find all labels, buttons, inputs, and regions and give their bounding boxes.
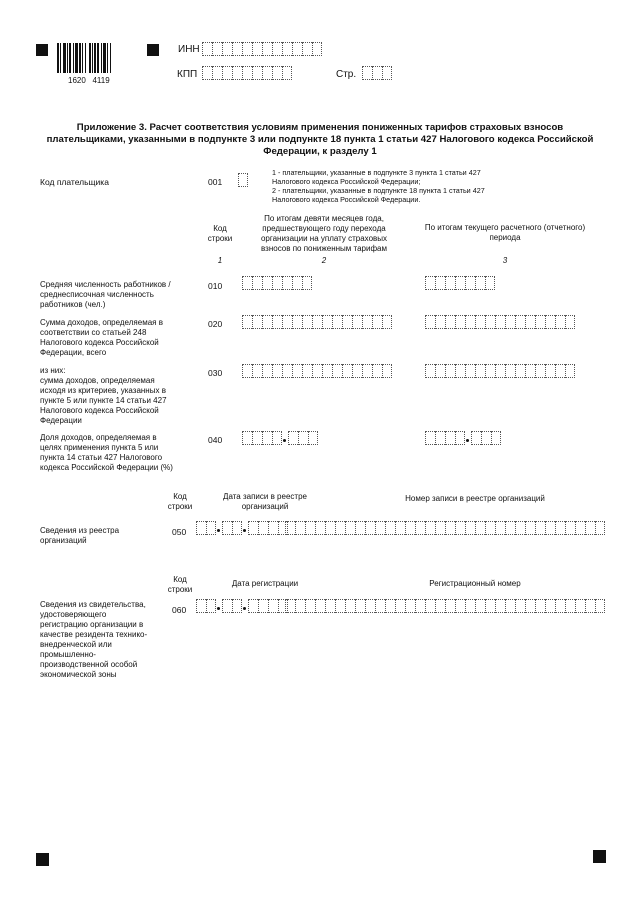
barcode-number: 1620 4119	[68, 76, 110, 85]
row-020-prev-field-cell[interactable]	[292, 315, 302, 329]
row-040-prev-field-cell[interactable]	[298, 431, 308, 445]
inn-field-cell[interactable]	[302, 42, 312, 56]
certificate-number-field-cell[interactable]	[565, 599, 575, 613]
certificate-number-field-cell[interactable]	[595, 599, 605, 613]
column-number-2: 2	[321, 256, 327, 265]
row-030-current-field-cell[interactable]	[505, 364, 515, 378]
row-030-prev-field-cell[interactable]	[332, 364, 342, 378]
certificate-number-field-cell[interactable]	[415, 599, 425, 613]
row-030-current-field-cell[interactable]	[525, 364, 535, 378]
row-020-current-field-cell[interactable]	[475, 315, 485, 329]
certificate-date-header: Дата регистрации	[231, 579, 299, 588]
row-030-prev-field-cell[interactable]	[312, 364, 322, 378]
certificate-number-field-cell[interactable]	[425, 599, 435, 613]
registry-number-field[interactable]	[285, 521, 605, 535]
row-030-prev-field-cell[interactable]	[382, 364, 392, 378]
row-030-prev-field-cell[interactable]	[322, 364, 332, 378]
barcode-bar	[67, 43, 68, 73]
column-header-line-code: Код строки	[207, 224, 233, 243]
inn-field-cell[interactable]	[212, 42, 222, 56]
row-020-prev-field[interactable]	[242, 315, 392, 329]
row-020-prev-field-cell[interactable]	[332, 315, 342, 329]
barcode-bar	[101, 43, 102, 73]
row-code-040: 040	[208, 435, 223, 445]
inn-field-cell[interactable]	[252, 42, 262, 56]
row-030-current-field-cell[interactable]	[455, 364, 465, 378]
row-030-current-field-cell[interactable]	[545, 364, 555, 378]
row-030-prev-field-cell[interactable]	[292, 364, 302, 378]
page-number-field-cell[interactable]	[362, 66, 372, 80]
kpp-field-cell[interactable]	[242, 66, 252, 80]
row-020-current-field-cell[interactable]	[425, 315, 435, 329]
certificate-date-field-cell[interactable]	[268, 599, 278, 613]
row-020-prev-field-cell[interactable]	[372, 315, 382, 329]
kpp-field-cell[interactable]	[202, 66, 212, 80]
inn-field-cell[interactable]	[202, 42, 212, 56]
row-030-current-field-cell[interactable]	[535, 364, 545, 378]
registry-number-field-cell[interactable]	[425, 521, 435, 535]
registry-number-field-cell[interactable]	[405, 521, 415, 535]
row-020-prev-field-cell[interactable]	[322, 315, 332, 329]
registry-number-field-cell[interactable]	[495, 521, 505, 535]
certificate-date-field[interactable]	[196, 599, 288, 613]
row-010-prev-field-cell[interactable]	[242, 276, 252, 290]
registration-marker-bottom-left	[36, 853, 49, 866]
certificate-number-field-cell[interactable]	[395, 599, 405, 613]
registry-number-field-cell[interactable]	[465, 521, 475, 535]
row-code-030: 030	[208, 368, 223, 378]
registry-number-field-cell[interactable]	[515, 521, 525, 535]
registry-date-header: Дата записи в реестре организаций	[223, 492, 307, 511]
certificate-number-field-cell[interactable]	[555, 599, 565, 613]
row-010-current-field-cell[interactable]	[485, 276, 495, 290]
row-030-prev-field-cell[interactable]	[262, 364, 272, 378]
registry-number-field-cell[interactable]	[485, 521, 495, 535]
separator-dot	[282, 431, 288, 445]
row-020-current-field-cell[interactable]	[495, 315, 505, 329]
certificate-number-field-cell[interactable]	[345, 599, 355, 613]
row-020-current-field-cell[interactable]	[445, 315, 455, 329]
barcode-bar	[79, 43, 81, 73]
row-label-030: из них: сумма доходов, определяемая исходя из критериев, указанных в пункте 5 или пункте 14 статьи 427 Налогового кодекса Российской Федерации	[40, 366, 167, 425]
row-020-current-field-cell[interactable]	[535, 315, 545, 329]
kpp-field-cell[interactable]	[272, 66, 282, 80]
row-040-prev-field-cell[interactable]	[308, 431, 318, 445]
barcode-bar	[60, 43, 61, 73]
certificate-number-field-cell[interactable]	[575, 599, 585, 613]
row-030-prev-field-cell[interactable]	[362, 364, 372, 378]
row-030-current-field-cell[interactable]	[565, 364, 575, 378]
registry-date-field-cell[interactable]	[268, 521, 278, 535]
certificate-number-field-cell[interactable]	[495, 599, 505, 613]
kpp-field-cell[interactable]	[212, 66, 222, 80]
barcode-bar	[69, 43, 71, 73]
row-020-current-field-cell[interactable]	[555, 315, 565, 329]
row-020-prev-field-cell[interactable]	[352, 315, 362, 329]
row-020-current-field[interactable]	[425, 315, 575, 329]
registration-marker-top-left	[36, 44, 48, 56]
row-030-current-field[interactable]	[425, 364, 575, 378]
certificate-number-field-cell[interactable]	[315, 599, 325, 613]
column-header-prev-period: По итогам девяти месяцев года, предшествующего году перехода организации на уплату страховых взносов по пониженным тарифам	[260, 214, 388, 253]
row-040-current-field[interactable]	[425, 431, 501, 445]
registry-date-field-cell[interactable]	[232, 521, 242, 535]
row-020-prev-field-cell[interactable]	[282, 315, 292, 329]
row-010-prev-field[interactable]	[242, 276, 312, 290]
row-040-current-field-cell[interactable]	[491, 431, 501, 445]
barcode-bar	[73, 43, 74, 73]
inn-field-cell[interactable]	[292, 42, 302, 56]
row-030-current-field-cell[interactable]	[485, 364, 495, 378]
kpp-field-cell[interactable]	[222, 66, 232, 80]
registry-number-header: Номер записи в реестре организаций	[405, 494, 545, 503]
row-040-current-field-cell[interactable]	[471, 431, 481, 445]
page-number-field-cell[interactable]	[372, 66, 382, 80]
payer-line-code: 001	[208, 177, 223, 187]
inn-label: ИНН	[178, 44, 200, 55]
column-number-1: 1	[217, 256, 223, 265]
row-030-prev-field-cell[interactable]	[242, 364, 252, 378]
column-number-3: 3	[502, 256, 508, 265]
row-040-prev-field-cell[interactable]	[252, 431, 262, 445]
row-label-020: Сумма доходов, определяемая в соответствии со статьей 248 Налогового кодекса Российской Федерации, всего	[40, 318, 163, 357]
row-040-prev-field-cell[interactable]	[262, 431, 272, 445]
row-020-prev-field-cell[interactable]	[312, 315, 322, 329]
registry-number-field-cell[interactable]	[455, 521, 465, 535]
barcode-bar	[57, 43, 59, 73]
certificate-date-field-cell[interactable]	[196, 599, 206, 613]
kpp-field-cell[interactable]	[282, 66, 292, 80]
row-code-020: 020	[208, 319, 223, 329]
certificate-date-field-cell[interactable]	[258, 599, 268, 613]
barcode-bar	[75, 43, 78, 73]
row-020-prev-field-cell[interactable]	[362, 315, 372, 329]
registry-number-field-cell[interactable]	[285, 521, 295, 535]
certificate-date-field-cell[interactable]	[222, 599, 232, 613]
certificate-number-header: Регистрационный номер	[429, 579, 521, 588]
registry-number-field-cell[interactable]	[555, 521, 565, 535]
registry-number-field-cell[interactable]	[595, 521, 605, 535]
certificate-number-field-cell[interactable]	[515, 599, 525, 613]
registry-number-field-cell[interactable]	[365, 521, 375, 535]
registry-number-field-cell[interactable]	[355, 521, 365, 535]
row-030-current-field-cell[interactable]	[475, 364, 485, 378]
certificate-number-field-cell[interactable]	[305, 599, 315, 613]
page-title: Приложение 3. Расчет соответствия условиям применения пониженных тарифов страховых взносов плательщиками, указанными в подпункте 3 или подпункте 18 пункта 1 статьи 427 Налогового кодекса Российской Федерации, к разделу 1	[46, 122, 594, 157]
inn-field-cell[interactable]	[262, 42, 272, 56]
row-040-prev-field-cell[interactable]	[272, 431, 282, 445]
certificate-number-field-cell[interactable]	[285, 599, 295, 613]
row-020-prev-field-cell[interactable]	[342, 315, 352, 329]
registry-number-field-cell[interactable]	[305, 521, 315, 535]
registry-number-field-cell[interactable]	[375, 521, 385, 535]
barcode-bar	[92, 43, 93, 73]
row-010-prev-field-cell[interactable]	[262, 276, 272, 290]
row-040-prev-field[interactable]	[242, 431, 318, 445]
row-020-current-field-cell[interactable]	[525, 315, 535, 329]
registration-marker-bottom-right	[593, 850, 606, 863]
certificate-number-field-cell[interactable]	[375, 599, 385, 613]
registry-number-field-cell[interactable]	[395, 521, 405, 535]
row-020-current-field-cell[interactable]	[545, 315, 555, 329]
registry-date-field-cell[interactable]	[206, 521, 216, 535]
row-label-040: Доля доходов, определяемая в целях применения пункта 5 или пункта 14 статьи 427 Налогового кодекса Российской Федерации (%)	[40, 433, 173, 472]
row-030-current-field-cell[interactable]	[445, 364, 455, 378]
registry-number-field-cell[interactable]	[435, 521, 445, 535]
certificate-date-field-cell[interactable]	[206, 599, 216, 613]
registry-line-code-header: Код строки	[167, 492, 193, 511]
certificate-date-field-cell[interactable]	[248, 599, 258, 613]
row-label-010: Средняя численность работников / среднесписочная численность работников (чел.)	[40, 280, 171, 309]
row-040-current-field-cell[interactable]	[425, 431, 435, 445]
registry-label: Сведения из реестра организаций	[40, 526, 120, 545]
row-020-current-field-cell[interactable]	[515, 315, 525, 329]
certificate-number-field-cell[interactable]	[335, 599, 345, 613]
certificate-number-field-cell[interactable]	[505, 599, 515, 613]
row-030-prev-field-cell[interactable]	[352, 364, 362, 378]
certificate-number-field-cell[interactable]	[385, 599, 395, 613]
separator-dot	[216, 521, 222, 535]
certificate-number-field-cell[interactable]	[535, 599, 545, 613]
row-030-current-field-cell[interactable]	[435, 364, 445, 378]
certificate-number-field-cell[interactable]	[445, 599, 455, 613]
row-020-prev-field-cell[interactable]	[272, 315, 282, 329]
kpp-field-cell[interactable]	[232, 66, 242, 80]
row-030-current-field-cell[interactable]	[495, 364, 505, 378]
separator-dot	[242, 521, 248, 535]
inn-field-cell[interactable]	[242, 42, 252, 56]
column-header-current-period: По итогам текущего расчетного (отчетного) периода	[424, 223, 586, 242]
barcode-bar	[94, 43, 96, 73]
barcode-bar	[110, 43, 111, 73]
barcode-bar	[89, 43, 91, 73]
payer-option-2: 2 - плательщики, указанные в подпункте 18 пункта 1 статьи 427 Налогового кодекса Российской Федерации.	[272, 186, 485, 204]
row-030-prev-field[interactable]	[242, 364, 392, 378]
row-020-prev-field-cell[interactable]	[252, 315, 262, 329]
row-030-prev-field-cell[interactable]	[372, 364, 382, 378]
certificate-number-field-cell[interactable]	[485, 599, 495, 613]
certificate-number-field-cell[interactable]	[365, 599, 375, 613]
certificate-number-field-cell[interactable]	[455, 599, 465, 613]
row-010-current-field-cell[interactable]	[475, 276, 485, 290]
certificate-number-field-cell[interactable]	[585, 599, 595, 613]
certificate-label: Сведения из свидетельства, удостоверяющего регистрацию организации в качестве резидента технико- внедренческой или промышленно- производственной особой экономической зоны	[40, 600, 148, 679]
certificate-number-field-cell[interactable]	[355, 599, 365, 613]
inn-field-cell[interactable]	[312, 42, 322, 56]
row-030-current-field-cell[interactable]	[465, 364, 475, 378]
payer-code-label: Код плательщика	[40, 177, 109, 187]
inn-field[interactable]	[202, 42, 322, 56]
certificate-line-code-header: Код строки	[167, 575, 193, 594]
barcode-bar	[63, 43, 66, 73]
row-040-current-field-cell[interactable]	[455, 431, 465, 445]
registry-number-field-cell[interactable]	[335, 521, 345, 535]
barcode-bar	[85, 43, 86, 73]
registry-number-field-cell[interactable]	[545, 521, 555, 535]
registry-number-field-cell[interactable]	[585, 521, 595, 535]
row-020-current-field-cell[interactable]	[455, 315, 465, 329]
payer-code-field-cell[interactable]	[238, 173, 248, 187]
row-020-prev-field-cell[interactable]	[302, 315, 312, 329]
row-020-current-field-cell[interactable]	[485, 315, 495, 329]
row-040-prev-field-cell[interactable]	[288, 431, 298, 445]
row-code-010: 010	[208, 281, 223, 291]
registry-number-field-cell[interactable]	[295, 521, 305, 535]
inn-field-cell[interactable]	[272, 42, 282, 56]
registry-number-field-cell[interactable]	[445, 521, 455, 535]
certificate-number-field-cell[interactable]	[405, 599, 415, 613]
certificate-number-field-cell[interactable]	[545, 599, 555, 613]
row-020-current-field-cell[interactable]	[505, 315, 515, 329]
registry-date-field-cell[interactable]	[222, 521, 232, 535]
row-020-prev-field-cell[interactable]	[382, 315, 392, 329]
barcode-bar	[82, 43, 83, 73]
barcode-bar	[107, 43, 108, 73]
kpp-field-cell[interactable]	[252, 66, 262, 80]
registry-number-field-cell[interactable]	[565, 521, 575, 535]
separator-dot	[465, 431, 471, 445]
registry-line-code: 050	[172, 527, 187, 537]
row-040-prev-field-cell[interactable]	[242, 431, 252, 445]
certificate-number-field[interactable]	[285, 599, 605, 613]
page-number-field-cell[interactable]	[382, 66, 392, 80]
row-030-prev-field-cell[interactable]	[272, 364, 282, 378]
registry-date-field-cell[interactable]	[248, 521, 258, 535]
row-030-current-field-cell[interactable]	[425, 364, 435, 378]
row-010-prev-field-cell[interactable]	[272, 276, 282, 290]
certificate-number-field-cell[interactable]	[435, 599, 445, 613]
row-010-current-field-cell[interactable]	[425, 276, 435, 290]
inn-field-cell[interactable]	[282, 42, 292, 56]
registry-number-field-cell[interactable]	[475, 521, 485, 535]
barcode-bar	[103, 43, 106, 73]
registry-date-field-cell[interactable]	[196, 521, 206, 535]
certificate-number-field-cell[interactable]	[525, 599, 535, 613]
row-030-current-field-cell[interactable]	[555, 364, 565, 378]
certificate-number-field-cell[interactable]	[475, 599, 485, 613]
row-010-current-field-cell[interactable]	[465, 276, 475, 290]
barcode	[57, 43, 137, 75]
row-010-prev-field-cell[interactable]	[252, 276, 262, 290]
registry-date-field[interactable]	[196, 521, 288, 535]
registry-number-field-cell[interactable]	[385, 521, 395, 535]
registry-number-field-cell[interactable]	[415, 521, 425, 535]
row-010-current-field[interactable]	[425, 276, 495, 290]
row-010-current-field-cell[interactable]	[435, 276, 445, 290]
page-number-field[interactable]	[362, 66, 392, 80]
barcode-bar	[97, 43, 99, 73]
row-040-current-field-cell[interactable]	[481, 431, 491, 445]
registry-date-field-cell[interactable]	[258, 521, 268, 535]
row-020-prev-field-cell[interactable]	[242, 315, 252, 329]
row-010-prev-field-cell[interactable]	[282, 276, 292, 290]
separator-dot	[242, 599, 248, 613]
page-label: Стр.	[336, 69, 357, 80]
registration-marker-top-right	[147, 44, 159, 56]
row-020-current-field-cell[interactable]	[465, 315, 475, 329]
row-030-prev-field-cell[interactable]	[282, 364, 292, 378]
row-010-prev-field-cell[interactable]	[292, 276, 302, 290]
row-010-current-field-cell[interactable]	[455, 276, 465, 290]
payer-option-1: 1 - плательщики, указанные в подпункте 3 пункта 1 статьи 427 Налогового кодекса Российской Федерации;	[272, 168, 481, 186]
inn-field-cell[interactable]	[222, 42, 232, 56]
row-030-prev-field-cell[interactable]	[302, 364, 312, 378]
row-020-current-field-cell[interactable]	[435, 315, 445, 329]
certificate-line-code: 060	[172, 605, 187, 615]
row-040-current-field-cell[interactable]	[445, 431, 455, 445]
kpp-field[interactable]	[202, 66, 292, 80]
registry-number-field-cell[interactable]	[535, 521, 545, 535]
row-010-prev-field-cell[interactable]	[302, 276, 312, 290]
inn-field-cell[interactable]	[232, 42, 242, 56]
row-040-current-field-cell[interactable]	[435, 431, 445, 445]
row-030-prev-field-cell[interactable]	[252, 364, 262, 378]
certificate-number-field-cell[interactable]	[325, 599, 335, 613]
registry-number-field-cell[interactable]	[345, 521, 355, 535]
row-030-current-field-cell[interactable]	[515, 364, 525, 378]
certificate-date-field-cell[interactable]	[232, 599, 242, 613]
separator-dot	[216, 599, 222, 613]
registry-number-field-cell[interactable]	[315, 521, 325, 535]
row-020-prev-field-cell[interactable]	[262, 315, 272, 329]
row-010-current-field-cell[interactable]	[445, 276, 455, 290]
registry-number-field-cell[interactable]	[325, 521, 335, 535]
row-020-current-field-cell[interactable]	[565, 315, 575, 329]
registry-number-field-cell[interactable]	[505, 521, 515, 535]
kpp-field-cell[interactable]	[262, 66, 272, 80]
payer-code-field[interactable]	[238, 173, 248, 187]
certificate-number-field-cell[interactable]	[465, 599, 475, 613]
row-030-prev-field-cell[interactable]	[342, 364, 352, 378]
kpp-label: КПП	[177, 69, 198, 80]
registry-number-field-cell[interactable]	[575, 521, 585, 535]
certificate-number-field-cell[interactable]	[295, 599, 305, 613]
registry-number-field-cell[interactable]	[525, 521, 535, 535]
